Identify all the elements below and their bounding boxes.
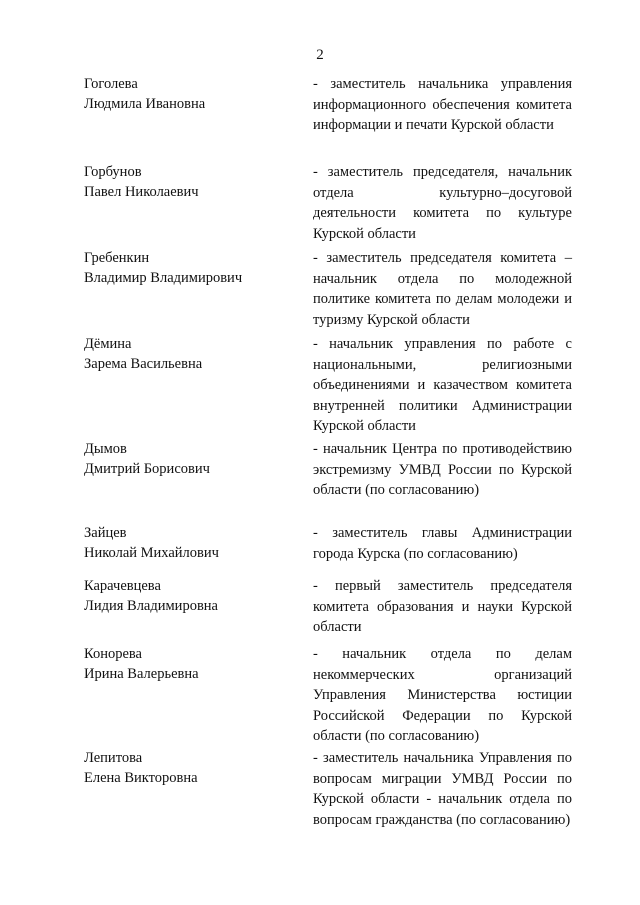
member-given-names: Николай Михайлович [84, 545, 219, 561]
member-surname: Зайцев [84, 525, 127, 541]
member-surname: Горбунов [84, 164, 142, 180]
member-role: - начальник управления по работе с национальными, религиозными объединениями и казачеством комитета внутренней политики Администрации Курской области [313, 336, 572, 434]
member-given-names: Людмила Ивановна [84, 96, 206, 112]
member-given-names: Зарема Васильевна [84, 356, 203, 372]
member-role: - заместитель председателя, начальник отдела культурно–досуговой деятельности комитета по культуре Курской области [313, 164, 572, 242]
member-surname: Карачевцева [84, 578, 161, 594]
member-surname: Дёмина [84, 336, 132, 352]
member-role: - заместитель начальника Управления по вопросам миграции УМВД России по Курской области - начальник отдела по вопросам гражданства (по согласованию) [313, 750, 572, 828]
member-name [84, 162, 294, 202]
member-given-names: Елена Викторовна [84, 770, 198, 786]
member-surname: Гребенкин [84, 250, 150, 266]
member-surname: Дымов [84, 441, 127, 457]
member-name [84, 523, 294, 563]
member-surname: Лепитова [84, 750, 143, 766]
page-number: 2 [316, 47, 324, 63]
member-given-names: Дмитрий Борисович [84, 461, 210, 477]
member-role: - начальник Центра по противодействию экстремизму УМВД России по Курской области (по согласованию) [313, 441, 572, 498]
member-name [84, 644, 294, 684]
member-name [84, 334, 294, 374]
member-role: - начальник отдела по делам некоммерческих организаций Управления Министерства юстиции Российской Федерации по Курской области (по согласованию) [313, 646, 572, 744]
member-surname: Гоголева [84, 76, 138, 92]
member-name [84, 576, 294, 616]
member-given-names: Павел Николаевич [84, 184, 199, 200]
member-given-names: Лидия Владимировна [84, 598, 218, 614]
member-surname: Конорева [84, 646, 142, 662]
member-role: - заместитель главы Администрации города Курска (по согласованию) [313, 525, 572, 562]
member-role: - первый заместитель председателя комитета образования и науки Курской области [313, 578, 572, 635]
member-given-names: Владимир Владимирович [84, 270, 243, 286]
member-name [84, 74, 294, 114]
member-role: - заместитель начальника управления информационного обеспечения комитета информации и печати Курской области [313, 76, 572, 133]
member-given-names: Ирина Валерьевна [84, 666, 199, 682]
member-name [84, 248, 294, 288]
member-role: - заместитель председателя комитета – начальник отдела по молодежной политике комитета по делам молодежи и туризму Курской области [313, 250, 572, 328]
member-name [84, 748, 294, 788]
member-name [84, 439, 294, 479]
